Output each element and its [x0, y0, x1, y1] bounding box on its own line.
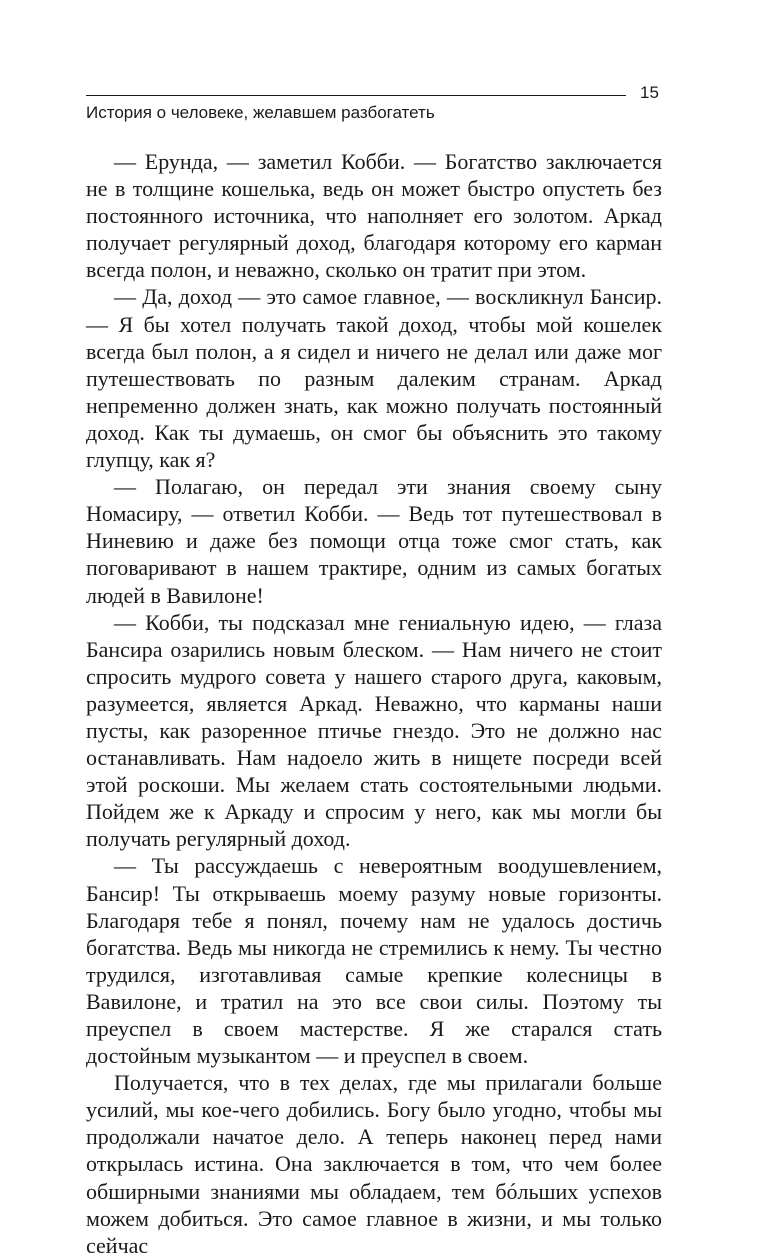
- running-title: История о человеке, желавшем разбогатеть: [86, 103, 435, 122]
- paragraph: — Полагаю, он передал эти знания своему сыну Номасиру, — ответил Кобби. — Ведь тот путешествовал в Ниневию и даже без помощи отца тоже смог стать, как поговаривают в нашем трактире, одним из самых богатых людей в Вавилоне!: [86, 474, 662, 608]
- paragraph: — Ерунда, — заметил Кобби. — Богатство заключается не в толщине кошелька, ведь он может быстро опустеть без постоянного источника, что наполняет его золотом. Аркад получает регулярный доход, благодаря которому его карман всегда полон, и неважно, сколько он тратит при этом.: [86, 149, 662, 283]
- paragraph: — Кобби, ты подсказал мне гениальную идею, — глаза Бансира озарились новым блеском. — Нам ничего не стоит спросить мудрого совета у нашего старого друга, каковым, разумеется, является Аркад. Неважно, что карманы наши пусты, как разоренное птичье гнездо. Это не должно нас останавливать. Нам надоело жить в нищете посреди всей этой роскоши. Мы желаем стать состоятельными людьми. Пойдем же к Аркаду и спросим у него, как мы могли бы получать регулярный доход.: [86, 609, 662, 852]
- paragraph: — Ты рассуждаешь с невероятным воодушевлением, Бансир! Ты открываешь моему разуму новые горизонты. Благодаря тебе я понял, почему нам не удалось достичь богатства. Ведь мы никогда не стремились к нему. Ты честно трудился, изготавливая самые крепкие колесницы в Вавилоне, и тратил на это все свои силы. Поэтому ты преуспел в своем мастерстве. Я же старался стать достойным музыкантом — и преуспел в своем.: [86, 853, 662, 1069]
- page-number: 15: [640, 83, 659, 102]
- paragraph: — Да, доход — это самое главное, — воскликнул Бансир. — Я бы хотел получать такой доход, чтобы мой кошелек всегда был полон, а я сидел и ничего не делал или даже мог путешествовать по разным далеким странам. Аркад непременно должен знать, как можно получать постоянный доход. Как ты думаешь, он смог бы объяснить это такому глупцу, как я?: [86, 284, 662, 473]
- header-rule: [86, 95, 626, 96]
- body-text: [86, 148, 662, 1259]
- paragraph: Получается, что в тех делах, где мы прилагали больше усилий, мы кое-чего добились. Богу было угодно, чтобы мы продолжали начатое дело. А теперь наконец перед нами открылась истина. Она заключается в том, что чем более обширными знаниями мы обладаем, тем бóльших успехов можем добиться. Это самое главное в жизни, и мы только сейчас: [86, 1070, 662, 1258]
